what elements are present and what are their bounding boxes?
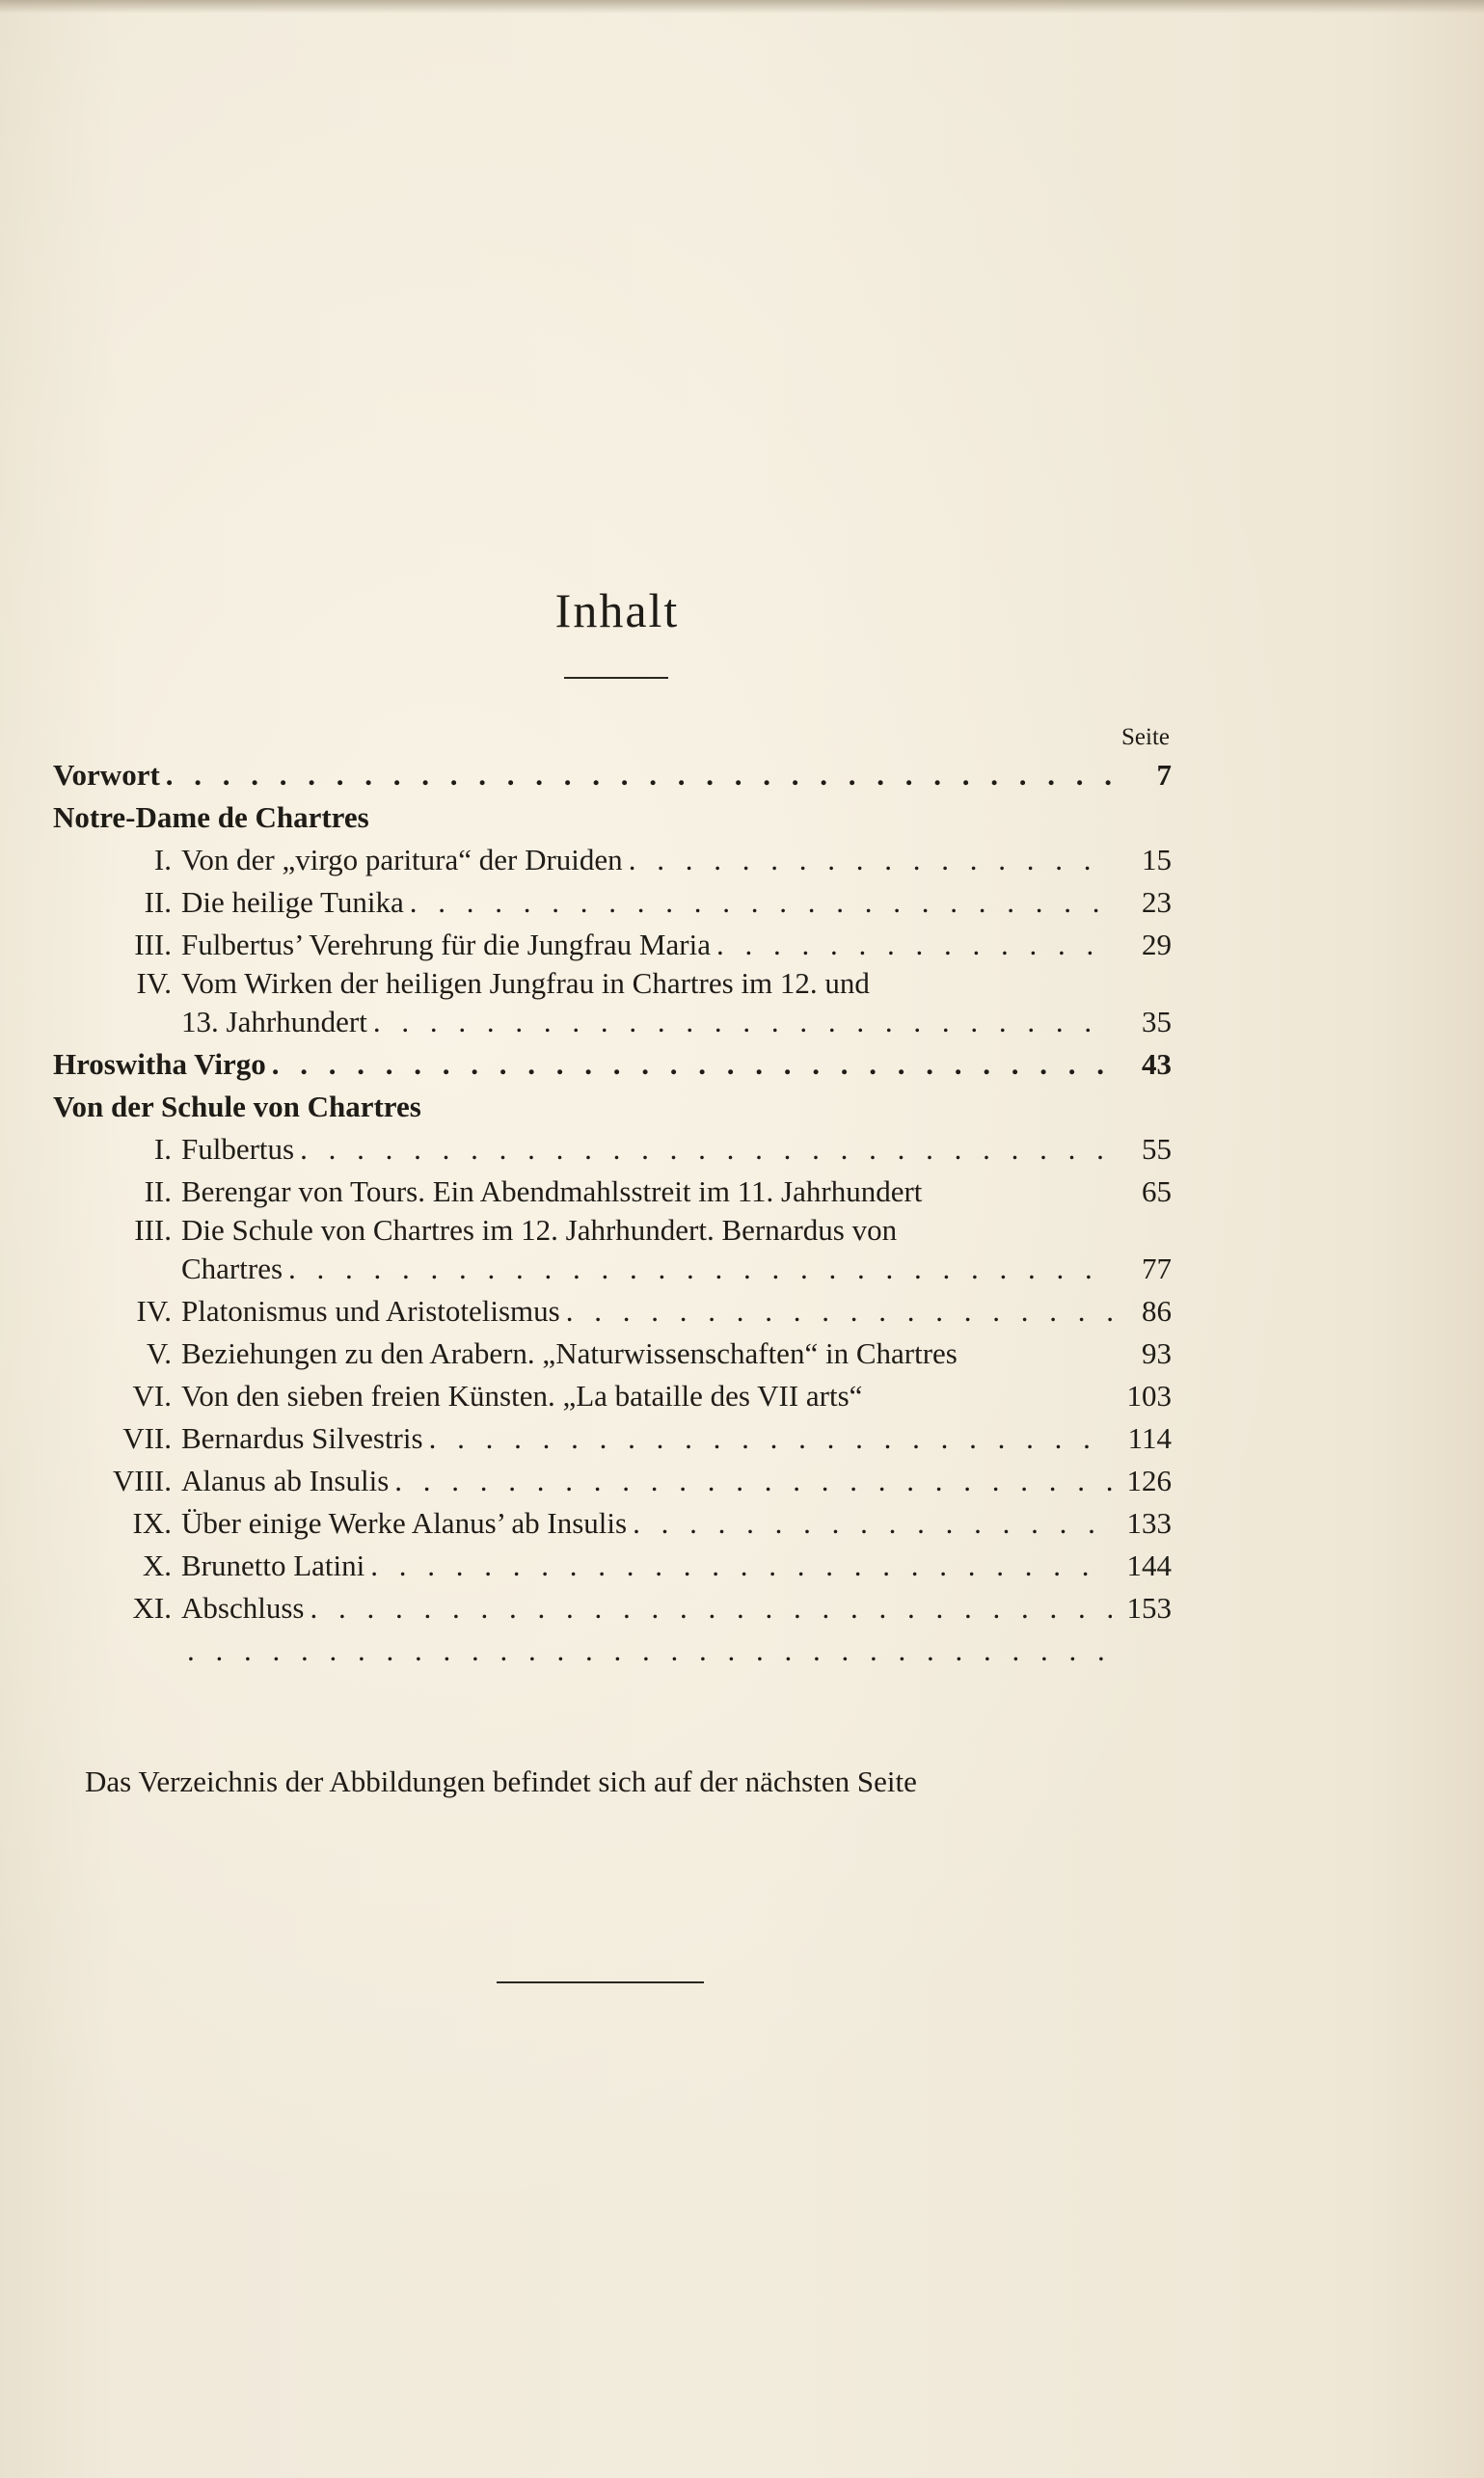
table-of-contents (53, 721, 1172, 1672)
toc-entry-title: Über einige Werke Alanus’ ab Insulis (181, 1506, 628, 1540)
chapter-number: V. (146, 1336, 172, 1370)
toc-entry-page: 103 (1126, 1379, 1172, 1413)
toc-entry (53, 1128, 1172, 1171)
chapter-number: IX. (132, 1506, 172, 1540)
toc-entry-page: 77 (1142, 1252, 1172, 1285)
toc-entry (53, 924, 1172, 966)
bottom-divider (497, 1981, 704, 1983)
chapter-number: I. (153, 1132, 172, 1166)
toc-entry (53, 1213, 1172, 1290)
toc-entry-title: Von der „virgo paritura“ der Druiden (181, 843, 623, 876)
toc-section-notre-dame (53, 796, 1172, 839)
toc-entry-page: 15 (1142, 843, 1172, 876)
toc-entry (53, 1502, 1172, 1545)
toc-entry-title: Bernardus Silvestris (181, 1421, 423, 1455)
chapter-number: II. (144, 1174, 172, 1208)
toc-entry-title: Vom Wirken der heiligen Jungfrau in Chartres im 12. und (181, 966, 870, 1000)
illustrations-note: Das Verzeichnis der Abbildungen befindet sich auf der nächsten Seite (85, 1764, 917, 1798)
toc-section-title: Von der Schule von Chartres (53, 1090, 421, 1123)
toc-entry-title: Alanus ab Insulis (181, 1464, 390, 1497)
toc-entry (53, 1545, 1172, 1587)
toc-entry-page: 65 (1142, 1174, 1172, 1208)
toc-section-schule (53, 1086, 1172, 1128)
toc-entry-title: Hroswitha Virgo (53, 1047, 266, 1081)
toc-entry-page: 35 (1142, 1005, 1172, 1038)
toc-section-title: Notre-Dame de Chartres (53, 800, 369, 834)
toc-entry-title: Beziehungen zu den Arabern. „Naturwissenschaften“ in Chartres (181, 1336, 958, 1370)
toc-entry-title: Die heilige Tunika (181, 885, 404, 919)
title-divider (564, 677, 668, 679)
toc-entry (53, 839, 1172, 881)
toc-entry-title: Vorwort (53, 758, 160, 792)
chapter-number: III. (134, 928, 172, 961)
chapter-number: VI. (132, 1379, 172, 1413)
page-top-edge (0, 0, 1484, 13)
chapter-number: XI. (132, 1591, 172, 1625)
toc-entry (53, 1333, 1172, 1375)
toc-entry-page: 86 (1142, 1294, 1172, 1328)
toc-entry (53, 1290, 1172, 1333)
chapter-number: VII. (122, 1421, 172, 1455)
toc-entry-title: Die Schule von Chartres im 12. Jahrhundert. Bernardus von (181, 1213, 898, 1247)
toc-entry-page: 43 (1142, 1047, 1172, 1081)
toc-entry-page: 7 (1156, 758, 1172, 792)
toc-entry-page: 55 (1142, 1132, 1172, 1166)
toc-entry (53, 1417, 1172, 1460)
toc-entry-page: 23 (1142, 885, 1172, 919)
toc-entry-title: Von den sieben freien Künsten. „La bataille des VII arts“ (181, 1379, 863, 1413)
toc-entry-title: Platonismus und Aristotelismus (181, 1294, 560, 1328)
chapter-number: IV. (136, 1294, 172, 1328)
toc-entry-page: 133 (1126, 1506, 1172, 1540)
toc-entry-page: 126 (1126, 1464, 1172, 1497)
chapter-number: X. (142, 1549, 172, 1582)
toc-entry-page: 29 (1142, 928, 1172, 961)
toc-entry-title: Fulbertus (181, 1132, 295, 1166)
toc-entry (53, 1460, 1172, 1502)
toc-entry (53, 1587, 1172, 1630)
toc-entry-title: Brunetto Latini (181, 1549, 365, 1582)
toc-entry-vorwort (53, 754, 1172, 796)
toc-entry-title-continued: 13. Jahrhundert (181, 1005, 367, 1038)
toc-entry-page: 93 (1142, 1336, 1172, 1370)
page-title: Inhalt (554, 582, 680, 637)
toc-entry (53, 966, 1172, 1043)
chapter-number: IV. (136, 966, 172, 1000)
toc-entry-page: 114 (1127, 1421, 1172, 1455)
toc-entry-page: 153 (1126, 1591, 1172, 1625)
page-column-header: Seite (1121, 724, 1170, 750)
toc-entry-title: Berengar von Tours. Ein Abendmahlsstreit im 11. Jahrhundert (181, 1174, 923, 1208)
toc-entry-title: Abschluss (181, 1591, 305, 1625)
toc-entry-page: 144 (1126, 1549, 1172, 1582)
toc-entry (53, 1630, 1172, 1672)
toc-entry-title: Fulbertus’ Verehrung für die Jungfrau Maria (181, 928, 711, 961)
chapter-number: VIII. (112, 1464, 172, 1497)
toc-entry-hroswitha (53, 1043, 1172, 1086)
chapter-number: III. (134, 1213, 172, 1247)
chapter-number: I. (153, 843, 172, 876)
toc-entry (53, 1375, 1172, 1417)
toc-entry (53, 1171, 1172, 1213)
toc-entry (53, 881, 1172, 924)
toc-entry-title-continued: Chartres (181, 1252, 283, 1285)
chapter-number: II. (144, 885, 172, 919)
